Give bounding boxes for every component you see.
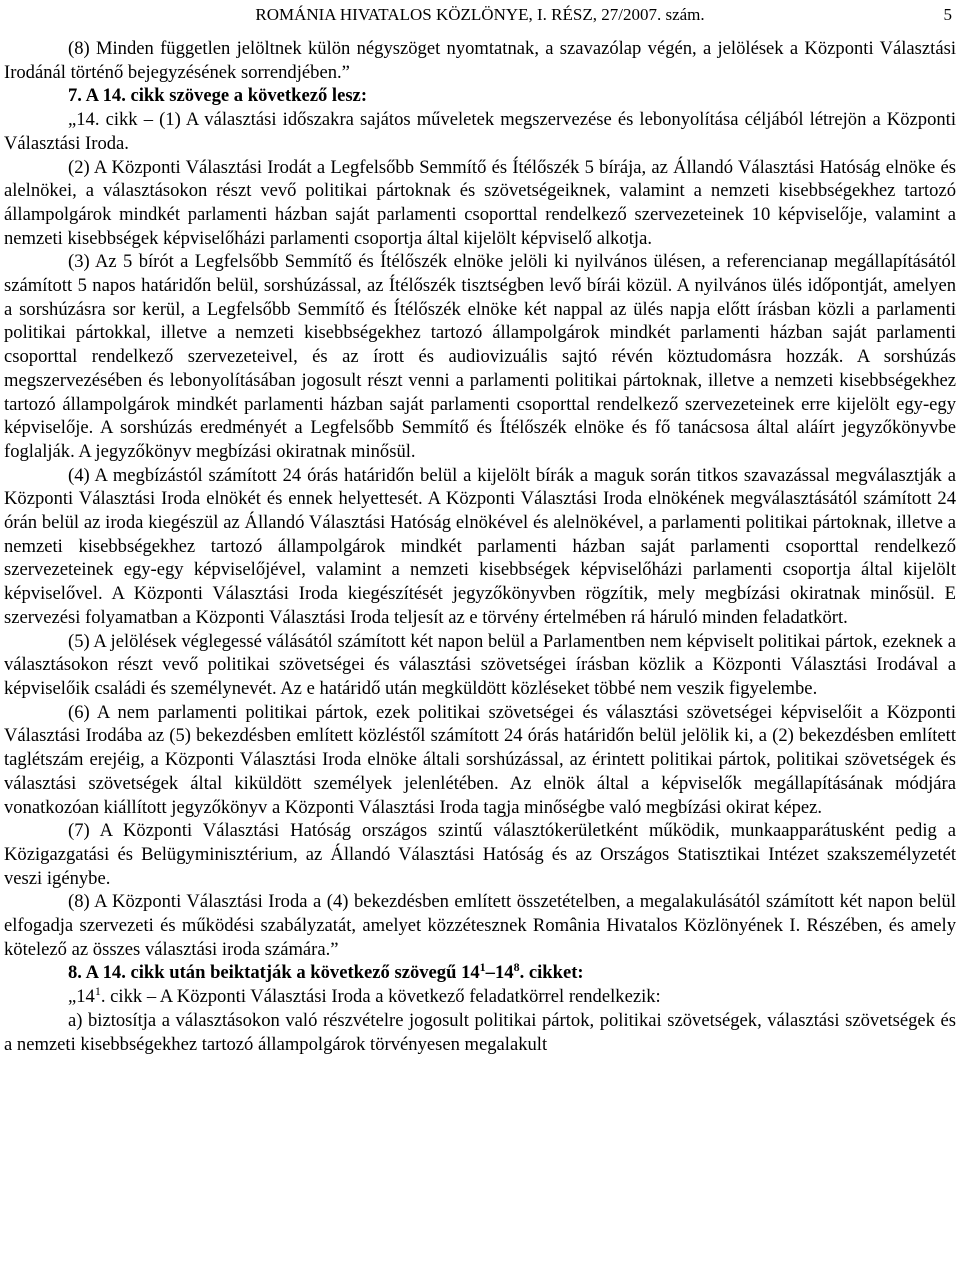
article-14-paragraph-1: „14. cikk – (1) A választási időszakra sajátos műveletek megszervezése és lebonyolítása céljából létrejön a Központi Választási Iroda.: [4, 109, 956, 154]
paragraph-8-intro: (8) Minden független jelöltnek külön négyszöget nyomtatnak, a szavazólap végén, a jelölések a Központi Választási Irodánál történő bejegyzésének sorrendjében.”: [4, 38, 956, 83]
page-header: [4, 3, 956, 27]
item-8-dash: –14: [485, 962, 514, 984]
article-14-paragraph-8: (8) A Központi Választási Iroda a (4) bekezdésben említett összetételben, a megalakulásától számított két napon belül elfogadja szervezeti és működési szabályzatát, amelyet közzétesznek România Hivatalos Közlönyének I. Részében, és amely kötelező az összes választási iroda számára.”: [4, 891, 956, 960]
article-14-1-intro: [4, 985, 956, 1009]
article-14-1-sup: 1: [94, 983, 101, 998]
item-8-sup-8: 8: [513, 960, 520, 975]
item-8-sup-1: 1: [479, 960, 486, 975]
item-8-heading-text: 8. A 14. cikk után beiktatják a következő szövegű 14: [68, 962, 480, 984]
article-14-paragraph-4: (4) A megbízástól számított 24 órás határidőn belül a kijelölt bírák a maguk során titkos szavazással megválasztják a Központi Választási Iroda elnökét és ennek helyettesét. A Központi Választási Iroda elnökének megválasztásától számított 24 órán belül az iroda kiegészül az Állandó Választási Hatóság elnökével és alelnökével, a parlamenti politikai pártoknak, illetve a nemzeti kisebbségekhez tartozó állampolgárok mindkét parlamenti házban saját parlamenti csoporttal rendelkező szervezeteinek egy-egy képviselőjével, valamint a nemzeti kisebbségek képviselőházi parlamenti csoportja által kijelölt képviselővel. A Központi Választási Iroda kiegészítését jegyzőkönyvben rögzítik, mely megbízási okiratnak minősül. E szervezési folyamatban a Központi Választási Iroda teljesít az e törvény értelmében rá háruló minden feladatkört.: [4, 464, 956, 628]
page-number: 5: [943, 5, 952, 24]
header-title: ROMÁNIA HIVATALOS KÖZLÖNYE, I. RÉSZ, 27/2007. szám.: [255, 5, 705, 24]
article-14-paragraph-7: (7) A Központi Választási Hatóság országos szintű választókerületként működik, munkaapparátusként pedig a Közigazgatási és Belügyminisztérium, az Állandó Választási Hatóság és az Országos Statisztikai Intézet szakszemélyzetét veszi igénybe.: [4, 820, 956, 889]
article-14-1-open: „14: [68, 986, 95, 1008]
article-14-paragraph-3: (3) Az 5 bírót a Legfelsőbb Semmítő és Ítélőszék elnöke jelöli ki nyilvános ülésen, a referencianap megállapításától számított 5 napos határidőn belül, sorshúzással, az Ítélőszék tisztségben levő bírái közül. A nyilvános ülés időpontját, amelyen a sorshúzásra sor kerül, a Legfelsőbb Semmítő és Ítélőszék elnöke két nappal az ülés napja előtt írásban közli a parlamenti politikai pártokkal, illetve a nemzeti kisebbségekhez tartozó állampolgárok mindkét parlamenti házban saját parlamenti csoporttal rendelkező szervezeteivel, és az írott és audiovizuális sajtó révén köztudomásra hozzák. A sorshúzás megszervezésében és lebonyolításában jogosult részt venni a parlamenti politikai pártoknak, illetve a nemzeti kisebbségekhez tartozó állampolgárok mindkét parlamenti házban saját parlamenti csoporttal rendelkező szervezeteinek erre kijelölt egy-egy képviselője. A sorshúzás eredményét a Legfelsőbb Semmítő és Ítélőszék elnöke és fő tanácsosa által aláírt jegyzőkönyvbe foglalják. A jegyzőkönyv megbízási okiratnak minősül.: [4, 251, 956, 462]
article-14-1-rest: . cikk – A Központi Választási Iroda a következő feladatkörrel rendelkezik:: [100, 986, 661, 1008]
article-14-paragraph-5: (5) A jelölések véglegessé válásától számított két napon belül a Parlamentben nem képviselt politikai pártok, ezeknek a választásokon részt vevő politikai szövetségei és választási szövetségei írásban közlik a Központi Választási Irodával a képviselőik családi és személynevét. Az e határidő után megküldött közléseket többé nem veszik figyelembe.: [4, 630, 956, 699]
article-14-paragraph-2: (2) A Központi Választási Irodát a Legfelsőbb Semmítő és Ítélőszék 5 bírája, az Állandó Választási Hatóság elnöke és alelnökei, a választásokon részt vevő politikai pártoknak és szövetségeiknek, valamint a nemzeti kisebbségekhez tartozó állampolgárok mindkét parlamenti házban saját parlamenti csoporttal rendelkező szervezeteinek 10 képviselője, valamint a nemzeti kisebbségek képviselőházi parlamenti csoportja által kijelölt képviselő alkotja.: [4, 156, 956, 249]
article-14-1-point-a: a) biztosítja a választásokon való részvételre jogosult politikai pártok, politikai szövetségek, választási szövetségek és a nemzeti kisebbségekhez tartozó állampolgárok törvényesen megalakult: [4, 1009, 956, 1055]
item-8-heading: [4, 961, 956, 985]
item-8-heading-end: . cikket:: [519, 962, 584, 984]
article-14-paragraph-6: (6) A nem parlamenti politikai pártok, ezek politikai szövetségei és választási szövetségei képviselőit a Központi Választási Irodába az (5) bekezdésben említett közléstől számított 24 órás határidőn belül jelölik ki, a (2) bekezdésben említett taglétszám erejéig, a Központi Választási Iroda elnöke általi sorshúzással, az érintett politikai pártok, politikai szövetségek és választási szövetségek által kiküldött személyek jelenlétében. Az elnök által a képviselők megállapításának módjára vonatkozóan kiállított jegyzőkönyv a Központi Választási Iroda tagja minőségbe való megbízási okirat képez.: [4, 701, 956, 818]
item-7-heading: 7. A 14. cikk szövege a következő lesz:: [68, 85, 368, 107]
